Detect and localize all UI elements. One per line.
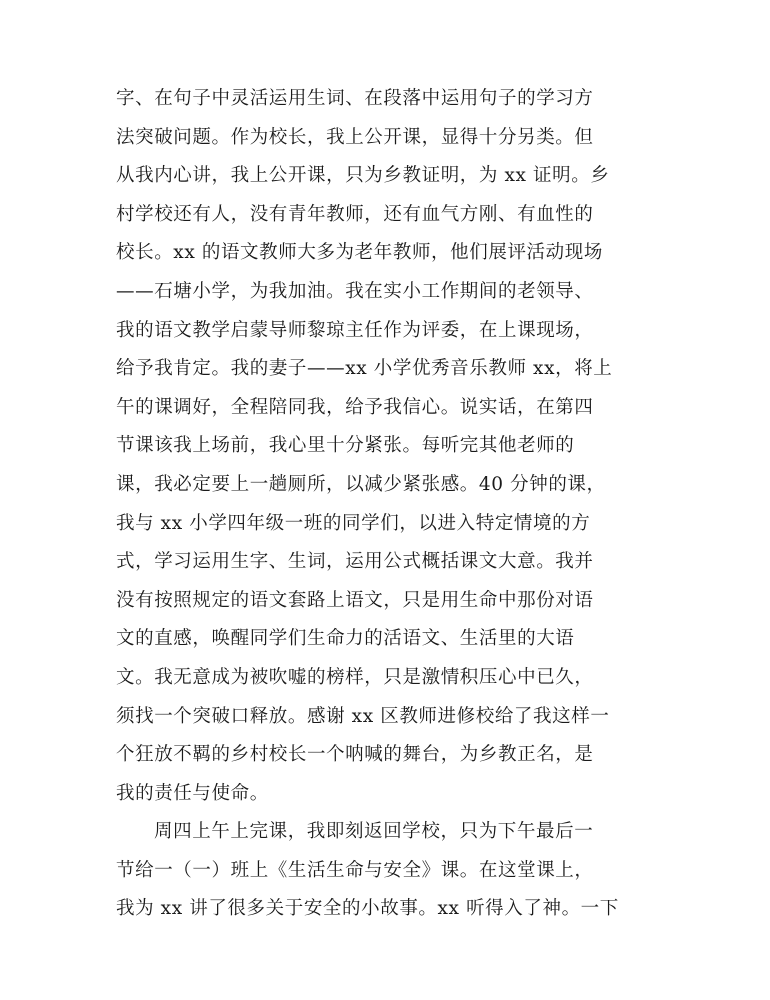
text-line: 字、在句子中灵活运用生词、在段落中运用句子的学习方 (116, 88, 594, 109)
text-line: 从我内心讲，我上公开课，只为乡教证明，为 xx 证明。乡 (116, 165, 610, 187)
text-line: 节给一（一）班上《生活生命与安全》课。在这堂课上， (116, 859, 594, 881)
text-line: 法突破问题。作为校长，我上公开课，显得十分另类。但 (116, 126, 594, 148)
text-line: 式，学习运用生字、生词，运用公式概括课文大意。我并 (116, 551, 594, 573)
text-line: 周四上午上完课，我即刻返回学校，只为下午最后一 (154, 821, 594, 843)
text-line: 给予我肯定。我的妻子——xx 小学优秀音乐教师 xx，将上 (116, 358, 613, 380)
text-line: 课，我必定要上一趟厕所，以减少紧张感。40 分钟的课， (116, 473, 606, 495)
text-line: 文。我无意成为被吹嘘的榜样，只是激情积压心中已久， (116, 666, 594, 688)
paragraph-2 (116, 813, 656, 929)
text-line: 我的责任与使命。 (116, 782, 269, 804)
text-line: 没有按照规定的语文套路上语文，只是用生命中那份对语 (116, 589, 594, 611)
text-line: 校长。xx 的语文教师大多为老年教师，他们展评活动现场 (116, 242, 603, 264)
text-line: 村学校还有人，没有青年教师，还有血气方刚、有血性的 (116, 203, 594, 225)
text-line: 个狂放不羁的乡村校长一个呐喊的舞台，为乡教正名，是 (116, 744, 594, 766)
text-line: ——石塘小学，为我加油。我在实小工作期间的老领导、 (116, 280, 594, 302)
text-line: 午的课调好，全程陪同我，给予我信心。说实话，在第四 (116, 396, 594, 418)
text-line: 我的语文教学启蒙导师黎琼主任作为评委，在上课现场， (116, 319, 594, 341)
text-line: 我与 xx 小学四年级一班的同学们，以进入特定情境的方 (116, 512, 591, 534)
text-line: 文的直感，唤醒同学们生命力的活语文、生活里的大语 (116, 628, 575, 650)
text-line: 我为 xx 讲了很多关于安全的小故事。xx 听得入了神。一下 (116, 898, 619, 920)
text-line: 节课该我上场前，我心里十分紧张。每听完其他老师的 (116, 435, 575, 457)
body-text (116, 80, 656, 929)
text-line: 须找一个突破口释放。感谢 xx 区教师进修校给了我这样一 (116, 705, 610, 727)
paragraph-1 (116, 80, 656, 813)
